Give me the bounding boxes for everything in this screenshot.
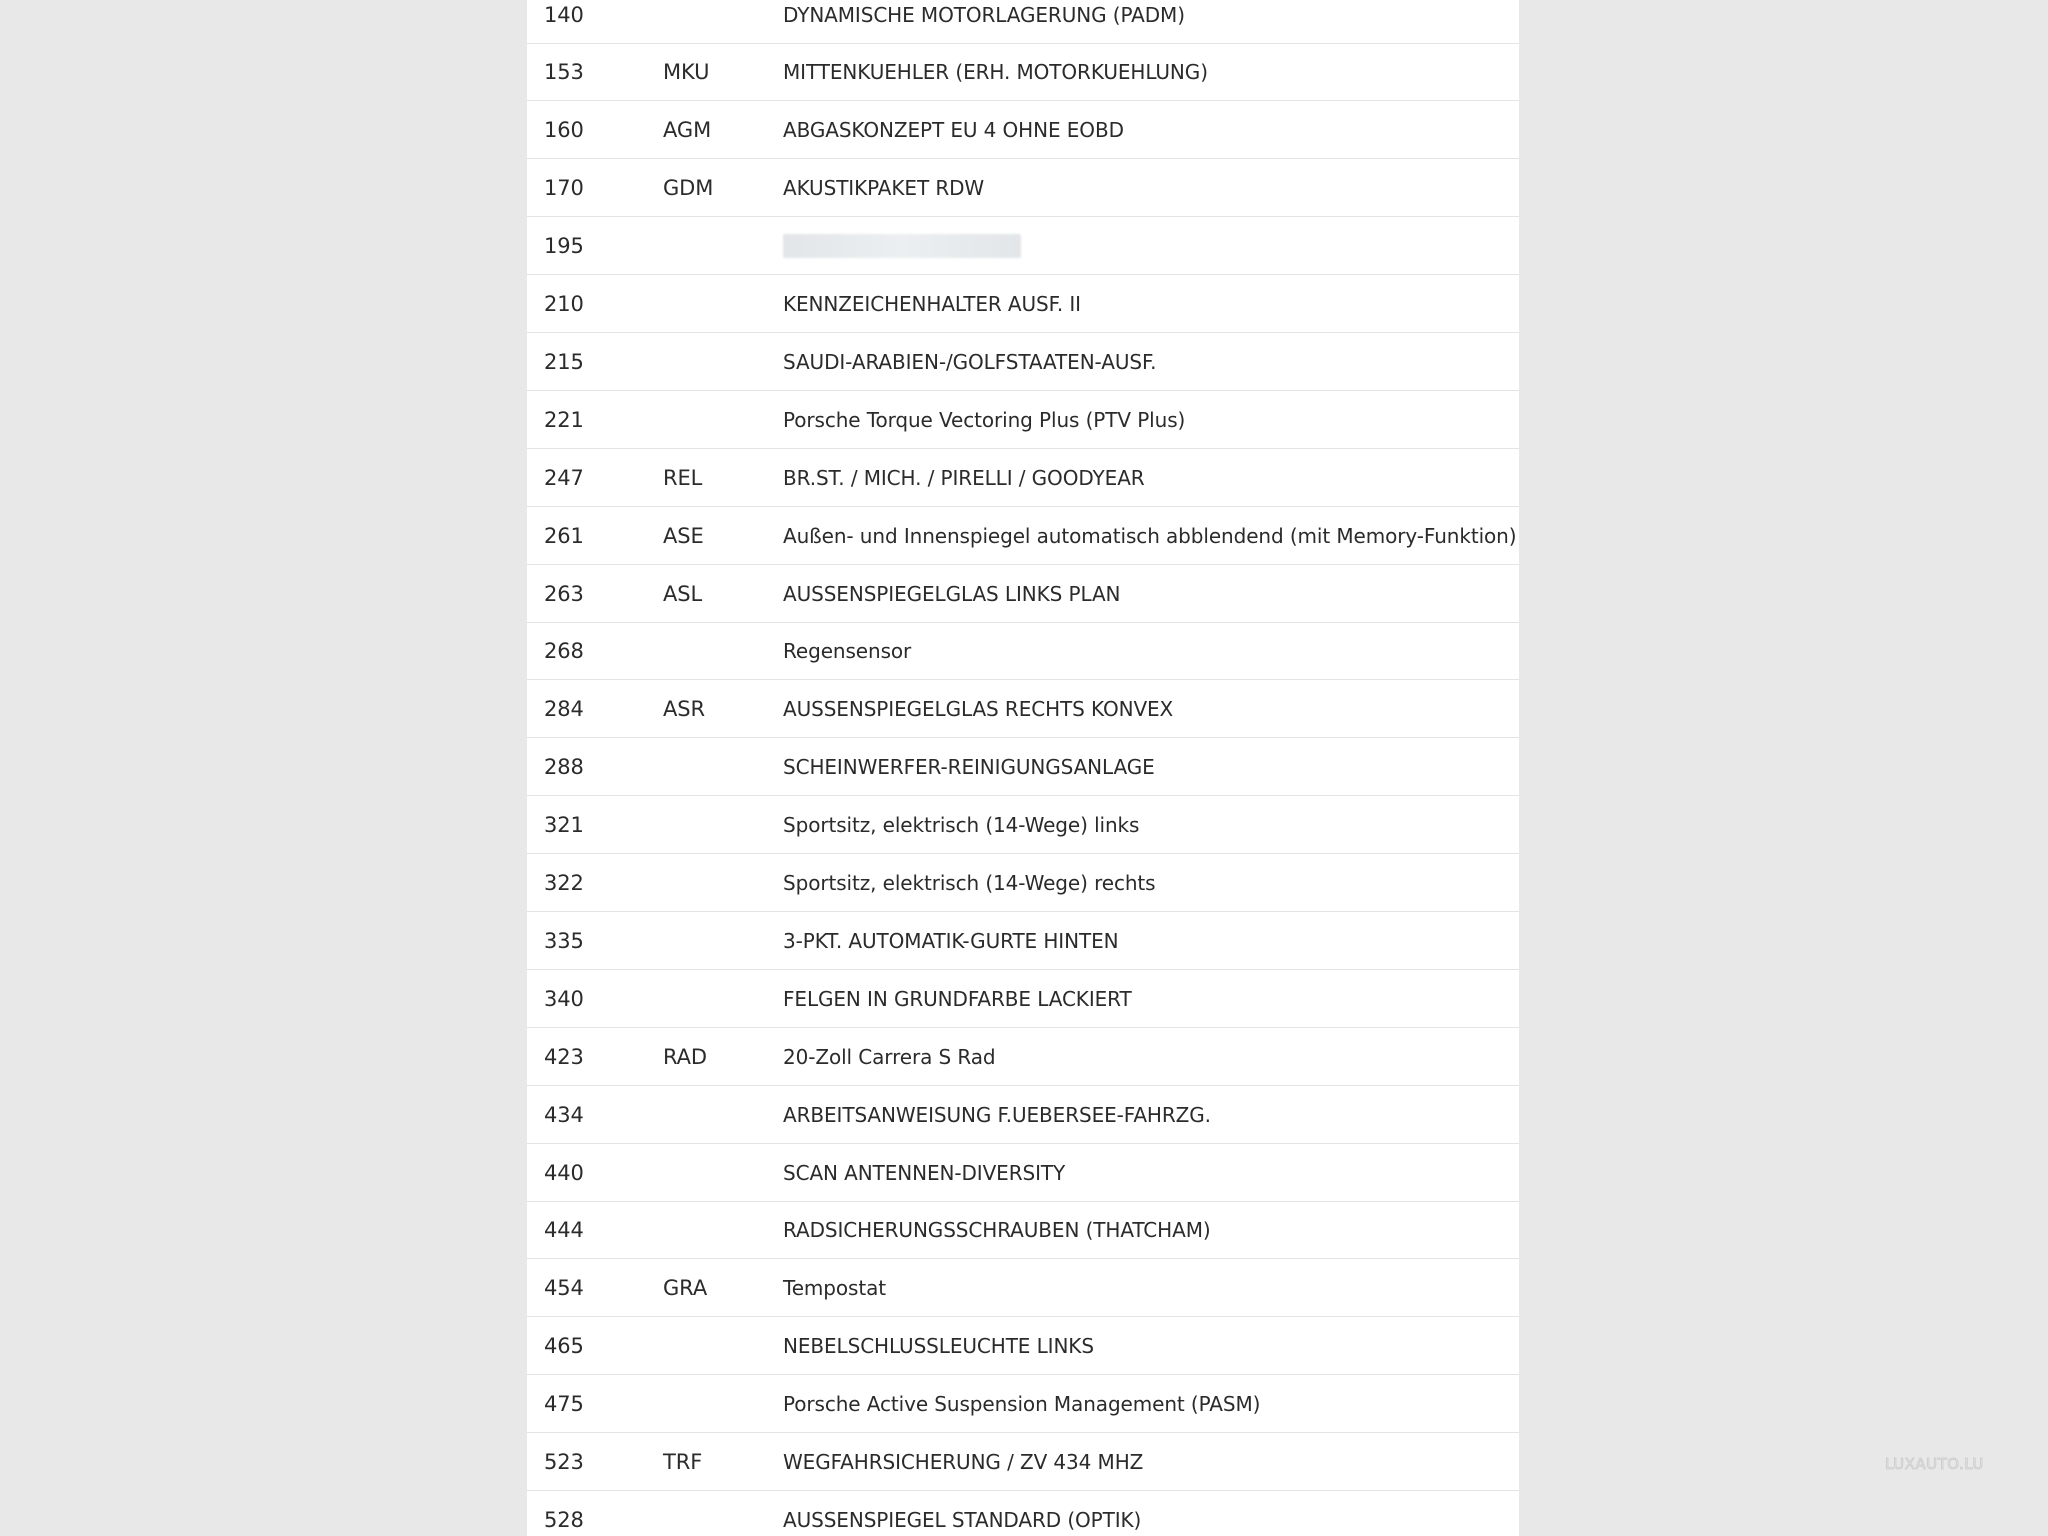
- table-row: [527, 0, 1519, 44]
- table-row: [527, 392, 1519, 449]
- option-description: 3-PKT. AUTOMATIK-GURTE HINTEN: [783, 928, 1119, 953]
- table-row: [527, 623, 1519, 680]
- option-number: 263: [544, 581, 584, 606]
- table-row: [527, 1434, 1519, 1491]
- option-number: 288: [544, 755, 584, 780]
- option-number: 140: [544, 2, 584, 27]
- option-code: REL: [663, 465, 703, 490]
- option-description: NEBELSCHLUSSLEUCHTE LINKS: [783, 1334, 1094, 1359]
- option-description: SAUDI-ARABIEN-/GOLFSTAATEN-AUSF.: [783, 349, 1157, 374]
- table-row: [527, 681, 1519, 738]
- table-row: [527, 160, 1519, 217]
- option-number: 215: [544, 349, 584, 374]
- option-number: 284: [544, 697, 584, 722]
- option-code: MKU: [663, 60, 710, 85]
- table-row: [527, 276, 1519, 333]
- table-row: [527, 1202, 1519, 1259]
- table-row: [527, 1318, 1519, 1375]
- option-number: 444: [544, 1218, 584, 1243]
- option-code: AGM: [663, 118, 712, 143]
- table-row: [527, 102, 1519, 159]
- option-description: Tempostat: [783, 1276, 886, 1301]
- table-row: [527, 739, 1519, 796]
- table-row: [527, 334, 1519, 391]
- table-row: [527, 1492, 1519, 1536]
- option-number: 423: [544, 1044, 584, 1069]
- option-description: AUSSENSPIEGEL STANDARD (OPTIK): [783, 1507, 1142, 1532]
- option-description: Porsche Active Suspension Management (PASM): [783, 1392, 1261, 1417]
- option-description: ABGASKONZEPT EU 4 OHNE EOBD: [783, 118, 1124, 143]
- watermark-logo: LUXAUTO.LU: [1885, 1455, 1984, 1473]
- option-description: Sportsitz, elektrisch (14-Wege) rechts: [783, 871, 1156, 895]
- option-number: 268: [544, 639, 584, 664]
- table-row: [527, 508, 1519, 565]
- redacted-description: [783, 234, 1021, 258]
- option-number: 475: [544, 1392, 584, 1417]
- option-code: ASE: [663, 523, 704, 548]
- table-row: [527, 971, 1519, 1028]
- table-row: [527, 1376, 1519, 1433]
- option-number: 261: [544, 523, 584, 548]
- table-row: [527, 855, 1519, 912]
- table-row: [527, 1260, 1519, 1317]
- option-number: 160: [544, 118, 584, 143]
- option-description: FELGEN IN GRUNDFARBE LACKIERT: [783, 986, 1132, 1011]
- option-number: 153: [544, 60, 584, 85]
- table-row: [527, 1145, 1519, 1202]
- option-code: GDM: [663, 176, 714, 201]
- option-number: 322: [544, 871, 584, 895]
- table-row: [527, 44, 1519, 101]
- option-number: 523: [544, 1450, 584, 1474]
- option-number: 321: [544, 813, 584, 838]
- table-row: [527, 913, 1519, 970]
- option-description: AKUSTIKPAKET RDW: [783, 176, 985, 201]
- table-row: [527, 1029, 1519, 1086]
- table-row: [527, 218, 1519, 275]
- option-description: DYNAMISCHE MOTORLAGERUNG (PADM): [783, 2, 1185, 27]
- table-row: [527, 1087, 1519, 1144]
- option-description: BR.ST. / MICH. / PIRELLI / GOODYEAR: [783, 465, 1145, 490]
- option-description: AUSSENSPIEGELGLAS LINKS PLAN: [783, 581, 1121, 606]
- option-code: RAD: [663, 1044, 707, 1069]
- table-row: [527, 797, 1519, 854]
- option-number: 247: [544, 465, 584, 490]
- option-description: Außen- und Innenspiegel automatisch abblendend (mit Memory-Funktion): [783, 523, 1517, 548]
- option-code: ASR: [663, 697, 705, 722]
- option-description: WEGFAHRSICHERUNG / ZV 434 MHZ: [783, 1450, 1144, 1474]
- option-number: 210: [544, 292, 584, 316]
- option-code: TRF: [663, 1450, 703, 1474]
- option-description: MITTENKUEHLER (ERH. MOTORKUEHLUNG): [783, 60, 1208, 85]
- option-description: AUSSENSPIEGELGLAS RECHTS KONVEX: [783, 697, 1174, 722]
- option-description: SCAN ANTENNEN-DIVERSITY: [783, 1160, 1066, 1185]
- option-description: Sportsitz, elektrisch (14-Wege) links: [783, 813, 1140, 838]
- option-number: 221: [544, 407, 584, 432]
- option-code: ASL: [663, 581, 703, 606]
- option-number: 434: [544, 1102, 584, 1127]
- option-number: 440: [544, 1160, 584, 1185]
- options-table: [527, 0, 1519, 1536]
- option-number: 340: [544, 986, 584, 1011]
- option-number: 195: [544, 234, 584, 259]
- option-number: 465: [544, 1334, 584, 1359]
- option-number: 528: [544, 1507, 584, 1532]
- option-description: 20-Zoll Carrera S Rad: [783, 1044, 996, 1069]
- table-row: [527, 566, 1519, 623]
- option-number: 335: [544, 928, 584, 953]
- option-description: RADSICHERUNGSSCHRAUBEN (THATCHAM): [783, 1218, 1211, 1243]
- option-description: ARBEITSANWEISUNG F.UEBERSEE-FAHRZG.: [783, 1102, 1211, 1127]
- option-number: 170: [544, 176, 584, 201]
- option-description: SCHEINWERFER-REINIGUNGSANLAGE: [783, 755, 1155, 780]
- option-description: Porsche Torque Vectoring Plus (PTV Plus): [783, 407, 1186, 432]
- option-description: KENNZEICHENHALTER AUSF. II: [783, 292, 1081, 316]
- option-code: GRA: [663, 1276, 708, 1301]
- option-description: Regensensor: [783, 639, 912, 664]
- table-row: [527, 450, 1519, 507]
- option-number: 454: [544, 1276, 584, 1301]
